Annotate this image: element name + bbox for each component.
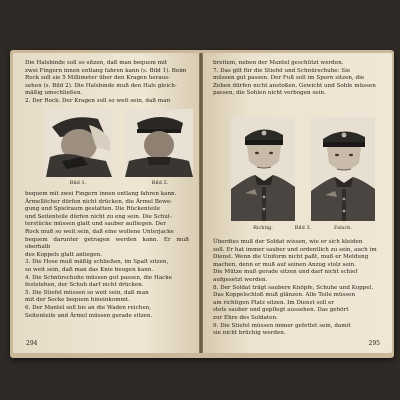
right-top-paragraph (213, 60, 383, 98)
text-line: aufgesetzt werden. (213, 276, 268, 283)
left-page (13, 53, 199, 353)
text-line: und Seitenteile dürfen nicht zu eng sein. Die Schul- (25, 213, 172, 220)
text-line: bequem darunter getragen werden kann. Er muß oberhalb (25, 236, 189, 251)
text-line: 7. Das gilt für die Stiefel und Schnürschuhe: Sie (213, 67, 351, 74)
text-line: müssen gut passen. Der Fuß soll im Sporn sitzen, die (213, 75, 365, 82)
text-line: 3. Die Hose muß mäßig schließen, im Spalt sitzen, (25, 259, 169, 266)
text-line: sie nicht brüchig werden. (213, 330, 286, 337)
text-line: mit der Socke bequem hineinkommt. (25, 297, 130, 304)
text-line: terstücke müssen glatt und sauber aufliegen. Der (25, 221, 166, 228)
text-line: gung und Spielraum gestatten. Die Rückenteile (25, 206, 161, 213)
right-captions (231, 225, 375, 233)
photo-collar-back (125, 109, 193, 177)
text-line: Dienst. Wenn die Uniform nicht paßt, muß er Meldung (213, 254, 369, 261)
text-line: Seitenteile und Ärmel müssen gerade sitzen. (25, 312, 153, 319)
caption-bild-1: Bild 1. (69, 180, 87, 186)
text-line: Das Koppelschloß muß glänzen. Alle Teile müssen (213, 292, 356, 299)
caption-falsch: Falsch. (334, 225, 352, 231)
text-line: passen, die Sohlen nicht verbogen sein. (213, 90, 326, 97)
left-top-paragraph (25, 60, 189, 106)
text-line: 2. Der Rock. Der Kragen soll so weit sein, daß man (25, 97, 171, 104)
text-line: Die Mütze muß gerade sitzen und darf nicht schief (213, 269, 358, 276)
text-line: breitem, neben der Mantel geschützt werden. (213, 60, 344, 66)
left-body-paragraph (25, 191, 189, 320)
right-page (203, 53, 392, 353)
text-line: sehen (s. Bild 2). Die Halsbinde muß den Hals gleich- (25, 82, 177, 89)
photo-soldier-correct (231, 117, 295, 221)
text-line: stets sauber und gepflegt aussehen. Das gehört (213, 307, 349, 314)
photo-soldier-incorrect (311, 117, 375, 221)
text-line: des Koppels glatt anliegen. (25, 251, 102, 258)
text-line: soll. Er hat immer sauber und ordentlich zu sein, auch im (213, 246, 377, 253)
text-line: Überdies muß der Soldat wissen, wie er sich kleiden (213, 239, 363, 245)
text-line: zur Ehre des Soldaten. (213, 314, 278, 321)
text-line: machen, denn er muß auf seinen Anzug stolz sein. (213, 261, 356, 268)
text-line: Ärmellöcher dürfen nicht drücken, die Ärmel Bewe- (25, 198, 173, 205)
open-book (10, 50, 394, 358)
text-line: Die Halsbinde soll so sitzen, daß man bequem mit (25, 60, 168, 66)
caption-bild-2: Bild 2. (151, 180, 169, 186)
text-line: zwei Fingern innen entlang fahren kann (s. Bild 1). Beim (25, 67, 187, 74)
text-line: 8. Der Soldat trägt saubere Knöpfe, Schuhe und Koppel. (213, 284, 374, 291)
text-line: bequem mit zwei Fingern innen entlang fahren kann. (25, 191, 177, 197)
right-body-paragraph (213, 239, 383, 338)
text-line: 6. Der Mantel soll bis an die Waden reichen, (25, 304, 152, 311)
text-line: Rock soll sie 5 Millimeter über den Kragen heraus- (25, 75, 171, 82)
text-line: mäßig umschließen. (25, 90, 83, 97)
text-line: so weit sein, daß man das Knie beugen kann. (25, 266, 154, 273)
text-line: feststehen, der Schuh darf nicht drücken. (25, 282, 144, 289)
page-number-left: 294 (26, 340, 38, 347)
text-line: Rock muß so weit sein, daß eine wollene Unterjacke (25, 228, 174, 235)
text-line: 9. Die Stiefel müssen immer gefettet sein, damit (213, 322, 351, 329)
text-line: am richtigen Platz sitzen. Im Dienst soll er (213, 299, 335, 306)
text-line: Zehen dürfen nicht anstoßen. Gewicht und Sohle müssen (213, 82, 376, 89)
text-line: 4. Die Schnürschuhe müssen gut passen, die Hacke (25, 274, 173, 281)
photo-collar-side (44, 109, 112, 177)
page-number-right: 295 (368, 340, 380, 347)
caption-bild-3: Bild 3. (294, 225, 312, 231)
caption-richtig: Richtig. (253, 225, 273, 231)
text-line: 5. Die Stiefel müssen so weit sein, daß man (25, 289, 149, 296)
